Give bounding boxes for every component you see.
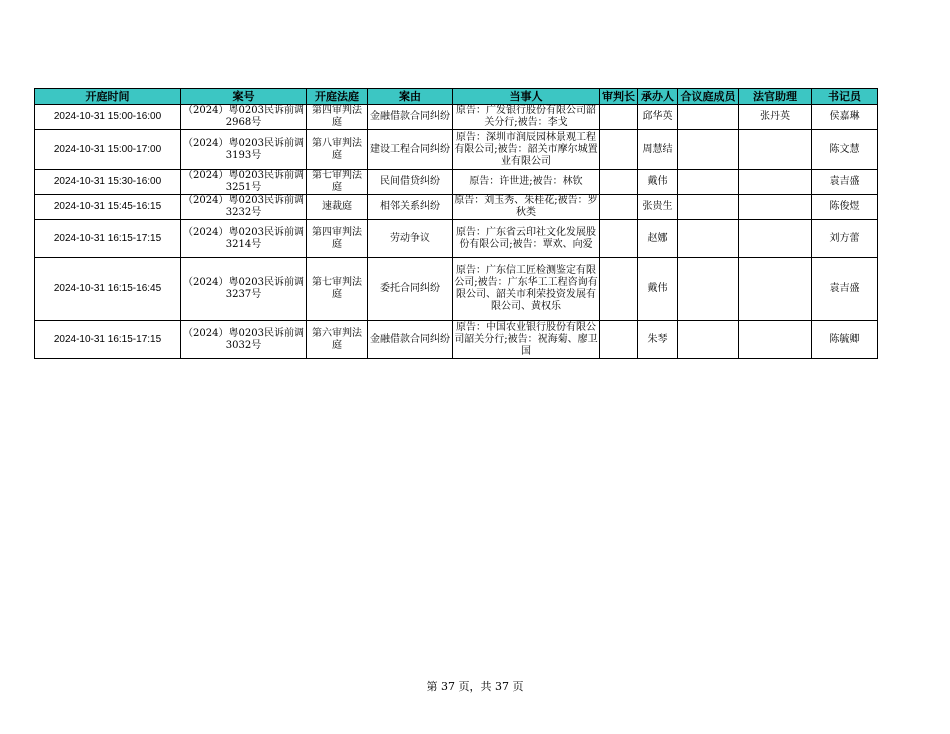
cell-case-no: （2024）粤0203民诉前调3032号: [181, 321, 307, 359]
cell-time: 2024-10-31 16:15-17:15: [35, 321, 181, 359]
cell-handler: 周慧结: [638, 130, 678, 170]
cell-time: 2024-10-31 15:00-17:00: [35, 130, 181, 170]
cell-time: 2024-10-31 15:00-16:00: [35, 105, 181, 130]
cell-handler: 邱华英: [638, 105, 678, 130]
cell-cause: 民间借贷纠纷: [368, 170, 453, 195]
header-cause: 案由: [368, 89, 453, 105]
header-handler: 承办人: [638, 89, 678, 105]
table-row: [35, 170, 878, 195]
table-row: [35, 258, 878, 321]
cell-time: 2024-10-31 15:30-16:00: [35, 170, 181, 195]
header-row: [35, 89, 878, 105]
cell-clerk: 陈毓卿: [812, 321, 878, 359]
cell-assistant: [739, 130, 812, 170]
cell-assistant: 张丹英: [739, 105, 812, 130]
cell-court: 第七审判法庭: [307, 170, 368, 195]
parties-text: 原告：许世进;被告：林钦: [469, 176, 583, 187]
cell-presiding-judge: [600, 195, 638, 220]
cell-case-no: （2024）粤0203民诉前调3214号: [181, 220, 307, 258]
cell-presiding-judge: [600, 321, 638, 359]
table-row: [35, 220, 878, 258]
cell-cause: 金融借款合同纠纷: [368, 321, 453, 359]
cell-assistant: [739, 321, 812, 359]
cell-case-no: （2024）粤0203民诉前调3232号: [181, 195, 307, 220]
cell-panel: [678, 170, 739, 195]
cell-cause: 相邻关系纠纷: [368, 195, 453, 220]
cell-assistant: [739, 170, 812, 195]
cell-panel: [678, 130, 739, 170]
cell-court: 第七审判法庭: [307, 258, 368, 321]
cell-cause: 委托合同纠纷: [368, 258, 453, 321]
table-row: [35, 321, 878, 359]
header-clerk: 书记员: [812, 89, 878, 105]
cell-handler: 朱琴: [638, 321, 678, 359]
cell-cause: 金融借款合同纠纷: [368, 105, 453, 130]
cell-clerk: 侯嘉琳: [812, 105, 878, 130]
table-row: [35, 195, 878, 220]
cell-assistant: [739, 258, 812, 321]
cell-parties: 原告：中国农业银行股份有限公司韶关分行;被告：祝海菊、廖卫国: [454, 321, 598, 357]
cell-court: 第四审判法庭: [307, 220, 368, 258]
hearing-schedule-table: [34, 88, 878, 359]
cell-clerk: 陈文慧: [812, 130, 878, 170]
cell-court: 速裁庭: [307, 195, 368, 220]
cell-handler: 张贵生: [638, 195, 678, 220]
cell-presiding-judge: [600, 170, 638, 195]
cell-court: 第八审判法庭: [307, 130, 368, 170]
cell-clerk: 刘方蕾: [812, 220, 878, 258]
cell-parties: 原告：广发银行股份有限公司韶关分行;被告：李戈: [453, 105, 600, 130]
header-court: 开庭法庭: [307, 89, 368, 105]
cell-time: 2024-10-31 15:45-16:15: [35, 195, 181, 220]
cell-parties: [453, 195, 600, 220]
cell-case-no: （2024）粤0203民诉前调3251号: [181, 170, 307, 195]
cell-case-no: （2024）粤0203民诉前调2968号: [181, 105, 307, 130]
cell-panel: [678, 195, 739, 220]
cell-court: 第四审判法庭: [307, 105, 368, 130]
cell-presiding-judge: [600, 105, 638, 130]
cell-court: 第六审判法庭: [307, 321, 368, 359]
cell-handler: 戴伟: [638, 170, 678, 195]
cell-time: 2024-10-31 16:15-17:15: [35, 220, 181, 258]
header-assistant: 法官助理: [739, 89, 812, 105]
header-presiding-judge: 审判长: [600, 89, 638, 105]
header-panel: 合议庭成员: [678, 89, 739, 105]
cell-parties: [453, 170, 600, 195]
parties-text: 原告：刘玉秀、朱桂花;被告：罗秋类: [454, 195, 598, 218]
cell-panel: [678, 321, 739, 359]
table-row: [35, 105, 878, 130]
cell-panel: [678, 220, 739, 258]
cell-parties: 原告：广东信工匠检测鉴定有限公司;被告：广东华工工程咨询有限公司、韶关市利荣投资发展有限公司、黄权乐: [453, 258, 600, 321]
page-number-footer: 第 37 页，共 37 页: [426, 680, 524, 693]
cell-panel: [678, 105, 739, 130]
table-row: [35, 130, 878, 170]
cell-time: 2024-10-31 16:15-16:45: [35, 258, 181, 321]
cell-case-no: （2024）粤0203民诉前调3237号: [181, 258, 307, 321]
cell-panel: [678, 258, 739, 321]
cell-case-no: （2024）粤0203民诉前调3193号: [181, 130, 307, 170]
cell-clerk: 袁吉盛: [812, 258, 878, 321]
cell-presiding-judge: [600, 258, 638, 321]
header-case-no: 案号: [181, 89, 307, 105]
cell-presiding-judge: [600, 220, 638, 258]
cell-cause: 劳动争议: [368, 220, 453, 258]
cell-clerk: 陈俊煜: [812, 195, 878, 220]
cell-parties: 原告：深圳市润辰园林景观工程有限公司;被告：韶关市摩尔城置业有限公司: [453, 130, 600, 170]
cell-parties: 原告：广东省云印社文化发展股份有限公司;被告：覃欢、向爱: [453, 220, 600, 258]
cell-assistant: [739, 195, 812, 220]
cell-clerk: 袁吉盛: [812, 170, 878, 195]
header-parties: 当事人: [453, 89, 600, 105]
cell-cause: 建设工程合同纠纷: [368, 130, 453, 170]
cell-presiding-judge: [600, 130, 638, 170]
header-time: 开庭时间: [35, 89, 181, 105]
cell-handler: 赵娜: [638, 220, 678, 258]
cell-assistant: [739, 220, 812, 258]
cell-handler: 戴伟: [638, 258, 678, 321]
